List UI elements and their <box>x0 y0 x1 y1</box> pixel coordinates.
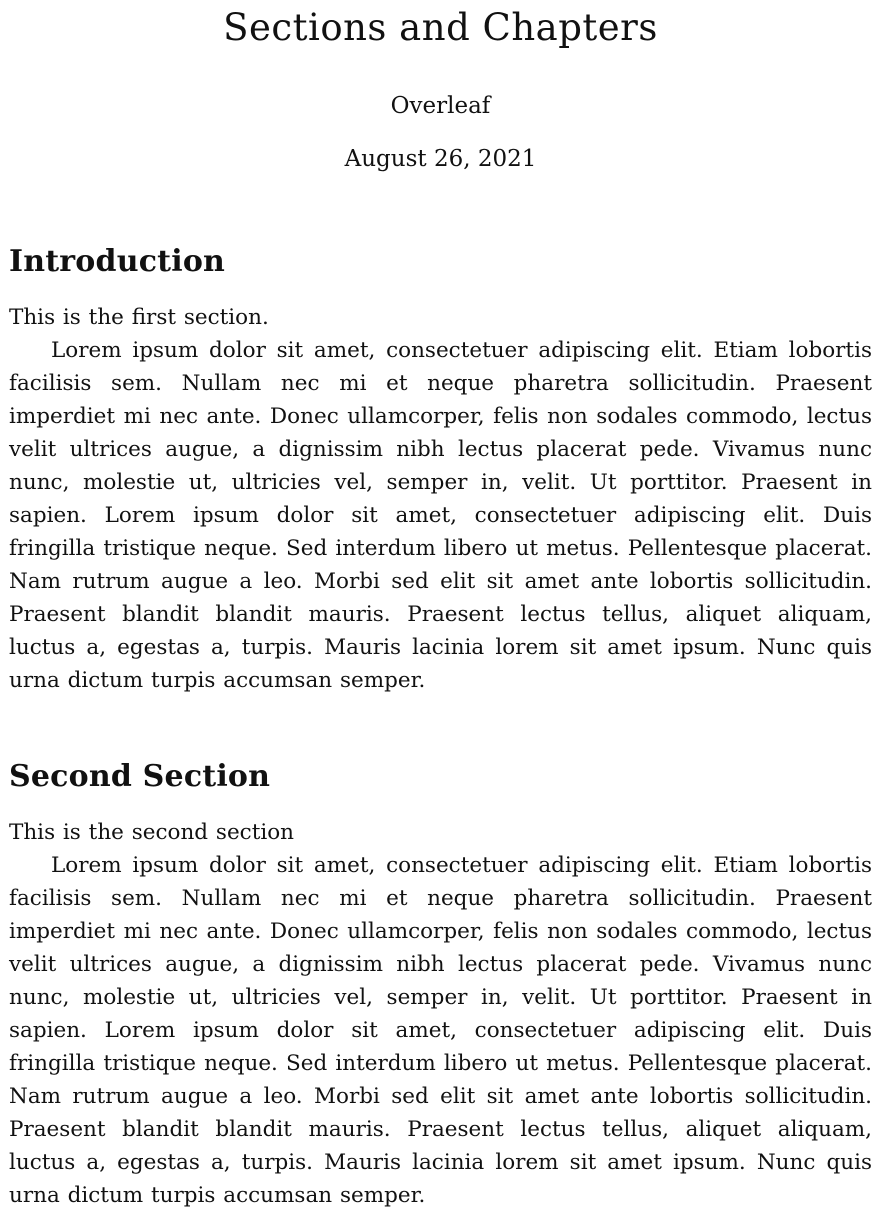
section-body <box>9 301 872 697</box>
document-date: August 26, 2021 <box>344 146 537 172</box>
section-heading-second-section: Second Section <box>9 759 271 794</box>
section-second-section <box>9 759 872 1212</box>
section-body <box>9 816 872 1212</box>
document-author: Overleaf <box>390 93 491 119</box>
section-paragraph: Lorem ipsum dolor sit amet, consectetuer adipiscing elit. Etiam lobortis facilisis sem. Nullam nec mi et neque pharetra sollicitudin. Praesent imperdiet mi nec ante. Donec ullamcorper, felis non sodales commodo, lectus velit ultrices augue, a dignissim nibh lectus placerat pede. Vivamus nunc nunc, molestie ut, ultricies vel, semper in, velit. Ut porttitor. Praesent in sapien. Lorem ipsum dolor sit amet, consectetuer adipiscing elit. Duis fringilla tristique neque. Sed interdum libero ut metus. Pellentesque placerat. Nam rutrum augue a leo. Morbi sed elit sit amet ante lobortis sollicitudin. Praesent blandit blandit mauris. Praesent lectus tellus, aliquet aliquam, luctus a, egestas a, turpis. Mauris lacinia lorem sit amet ipsum. Nunc quis urna dictum turpis accumsan semper. <box>9 853 872 1208</box>
section-lead-text: This is the second section <box>9 820 295 845</box>
document-title: Sections and Chapters <box>223 6 658 49</box>
section-introduction <box>9 244 872 697</box>
section-paragraph: Lorem ipsum dolor sit amet, consectetuer adipiscing elit. Etiam lobortis facilisis sem. Nullam nec mi et neque pharetra sollicitudin. Praesent imperdiet mi nec ante. Donec ullamcorper, felis non sodales commodo, lectus velit ultrices augue, a dignissim nibh lectus placerat pede. Vivamus nunc nunc, molestie ut, ultricies vel, semper in, velit. Ut porttitor. Praesent in sapien. Lorem ipsum dolor sit amet, consectetuer adipiscing elit. Duis fringilla tristique neque. Sed interdum libero ut metus. Pellentesque placerat. Nam rutrum augue a leo. Morbi sed elit sit amet ante lobortis sollicitudin. Praesent blandit blandit mauris. Praesent lectus tellus, aliquet aliquam, luctus a, egestas a, turpis. Mauris lacinia lorem sit amet ipsum. Nunc quis urna dictum turpis accumsan semper. <box>9 338 872 693</box>
section-lead-text: This is the first section. <box>9 305 269 330</box>
section-heading-introduction: Introduction <box>9 244 226 279</box>
